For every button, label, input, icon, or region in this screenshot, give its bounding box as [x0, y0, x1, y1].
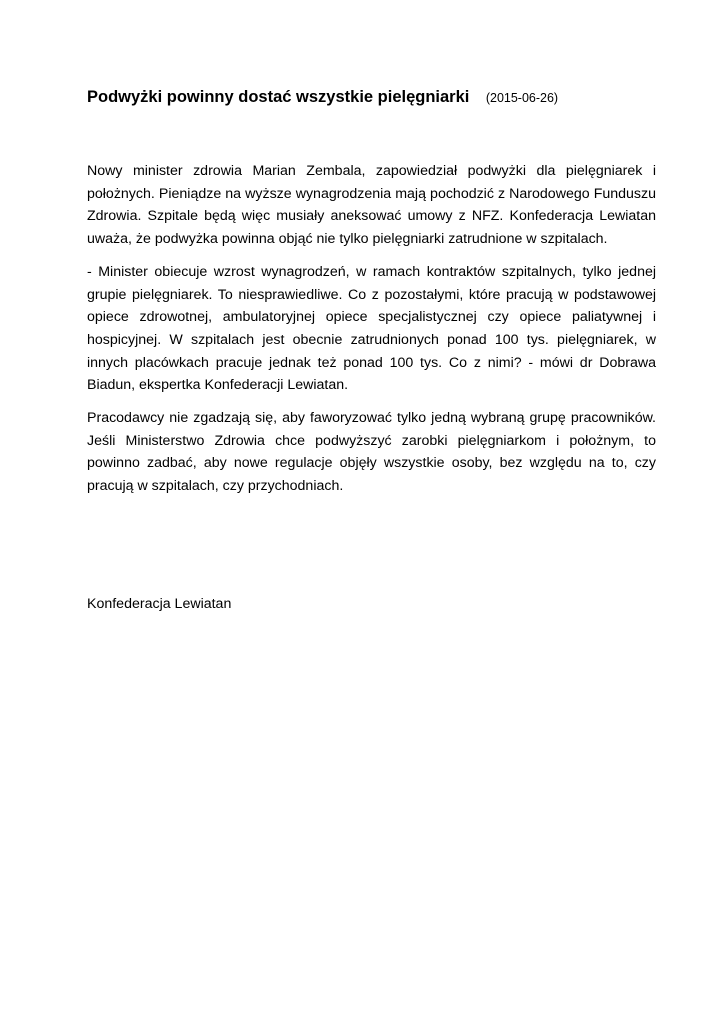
- signature: Konfederacja Lewiatan: [87, 596, 232, 612]
- article-body: [87, 160, 656, 508]
- paragraph-2: - Minister obiecuje wzrost wynagrodzeń, w ramach kontraktów szpitalnych, tylko jednej grupie pielęgniarek. To niesprawiedliwe. Co z pozostałymi, które pracują w podstawowej opiece zdrowotnej, ambulatoryjnej opiece specjalistycznej czy opiece paliatywnej i hospicyjnej. W szpitalach jest obecnie zatrudnionych ponad 100 tys. pielęgniarek, w innych placówkach pracuje jednak też ponad 100 tys. Co z nimi? - mówi dr Dobrawa Biadun, ekspertka Konfederacji Lewiatan.: [87, 263, 656, 394]
- paragraph-3: Pracodawcy nie zgadzają się, aby faworyzować tylko jedną wybraną grupę pracowników. Jeśli Ministerstwo Zdrowia chce podwyższyć zarobki pielęgniarkom i położnym, to powinno zadbać, aby nowe regulacje objęły wszystkie osoby, bez względu na to, czy pracują w szpitalach, czy przychodniach.: [87, 410, 656, 495]
- article-title: Podwyżki powinny dostać wszystkie pielęgniarki: [87, 88, 470, 106]
- title-row: [87, 88, 667, 107]
- paragraph-1: Nowy minister zdrowia Marian Zembala, zapowiedział podwyżki dla pielęgniarek i położnych. Pieniądze na wyższe wynagrodzenia mają pochodzić z Narodowego Funduszu Zdrowia. Szpitale będą więc musiały aneksować umowy z NFZ. Konfederacja Lewiatan uważa, że podwyżka powinna objąć nie tylko pielęgniarki zatrudnione w szpitalach.: [87, 163, 656, 248]
- article-date: (2015-06-26): [485, 91, 559, 105]
